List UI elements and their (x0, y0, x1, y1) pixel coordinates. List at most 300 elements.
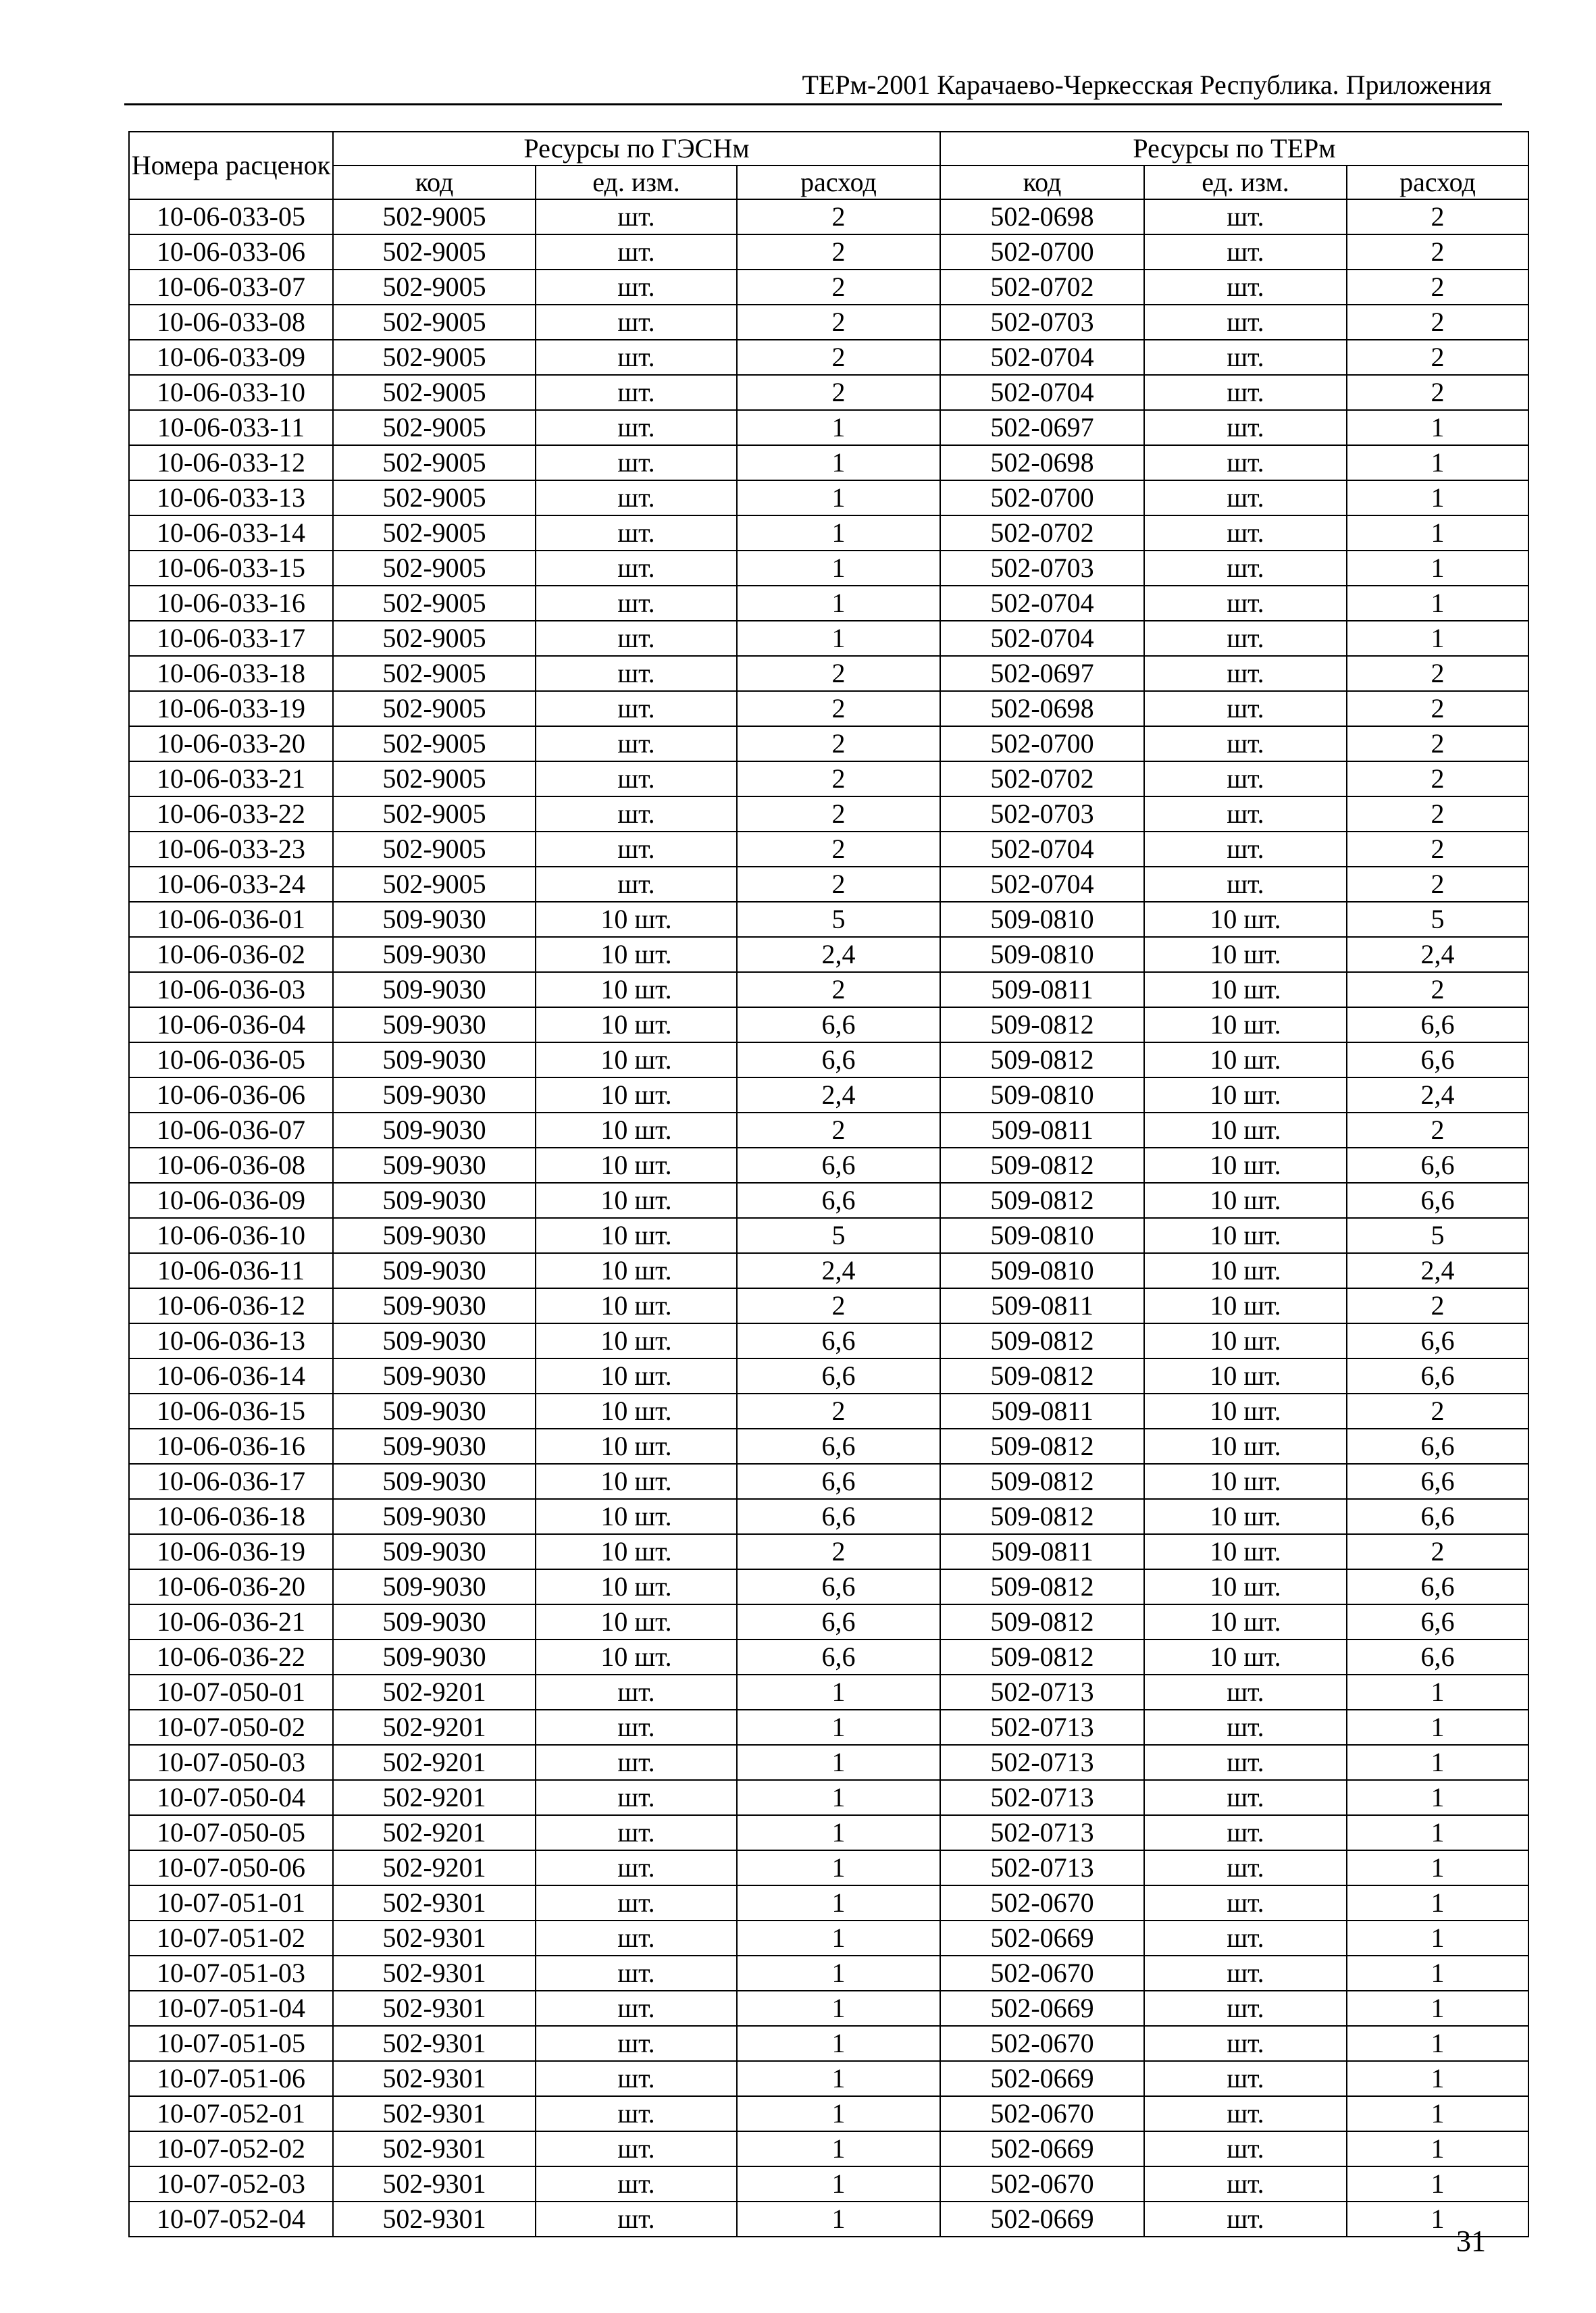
rate-number-cell: 10-06-036-18 (129, 1499, 333, 1534)
table-row (129, 2166, 1528, 2202)
rate-number-cell: 10-06-033-12 (129, 445, 333, 480)
term-qty-cell: 6,6 (1347, 1358, 1528, 1394)
term-unit-cell: шт. (1144, 2131, 1347, 2166)
term-qty-cell: 1 (1347, 1956, 1528, 1991)
term-code-cell: 502-0713 (940, 1815, 1144, 1850)
gesnm-unit-cell: шт. (536, 1885, 737, 1921)
gesnm-code-cell: 502-9301 (333, 2202, 536, 2237)
table-row (129, 1183, 1528, 1218)
term-unit-cell: 10 шт. (1144, 1534, 1347, 1569)
gesnm-unit-cell: шт. (536, 726, 737, 761)
term-code-cell: 502-0703 (940, 305, 1144, 340)
gesnm-code-cell: 509-9030 (333, 1253, 536, 1288)
gesnm-qty-cell: 2 (737, 305, 940, 340)
term-code-cell: 509-0812 (940, 1007, 1144, 1042)
term-unit-cell: 10 шт. (1144, 1077, 1347, 1113)
gesnm-unit-cell: 10 шт. (536, 1148, 737, 1183)
gesnm-code-cell: 502-9005 (333, 586, 536, 621)
table-row (129, 480, 1528, 515)
term-qty-cell: 1 (1347, 1991, 1528, 2026)
gesnm-unit-cell: 10 шт. (536, 1569, 737, 1604)
term-code-cell: 502-0669 (940, 2202, 1144, 2237)
gesnm-code-cell: 502-9005 (333, 551, 536, 586)
rate-number-cell: 10-06-036-13 (129, 1323, 333, 1358)
term-unit-cell: 10 шт. (1144, 1323, 1347, 1358)
subheader-gesnm-code: код (333, 166, 536, 199)
gesnm-qty-cell: 1 (737, 2202, 940, 2237)
page-number: 31 (1456, 2225, 1486, 2258)
table-row (129, 2026, 1528, 2061)
gesnm-qty-cell: 2 (737, 1534, 940, 1569)
rate-number-cell: 10-06-033-05 (129, 199, 333, 234)
gesnm-unit-cell: шт. (536, 1710, 737, 1745)
term-unit-cell: шт. (1144, 1885, 1347, 1921)
gesnm-code-cell: 502-9005 (333, 480, 536, 515)
term-qty-cell: 6,6 (1347, 1569, 1528, 1604)
gesnm-code-cell: 509-9030 (333, 1394, 536, 1429)
term-qty-cell: 6,6 (1347, 1183, 1528, 1218)
gesnm-unit-cell: шт. (536, 234, 737, 270)
gesnm-code-cell: 502-9005 (333, 199, 536, 234)
term-unit-cell: 10 шт. (1144, 1499, 1347, 1534)
gesnm-unit-cell: 10 шт. (536, 1604, 737, 1640)
gesnm-qty-cell: 1 (737, 410, 940, 445)
term-unit-cell: шт. (1144, 761, 1347, 796)
term-code-cell: 502-0700 (940, 726, 1144, 761)
gesnm-qty-cell: 1 (737, 445, 940, 480)
term-code-cell: 502-0702 (940, 270, 1144, 305)
table-row (129, 1640, 1528, 1675)
table-row (129, 1534, 1528, 1569)
gesnm-code-cell: 509-9030 (333, 1113, 536, 1148)
gesnm-qty-cell: 1 (737, 1780, 940, 1815)
gesnm-code-cell: 509-9030 (333, 1569, 536, 1604)
table-row (129, 1780, 1528, 1815)
term-code-cell: 509-0811 (940, 1534, 1144, 1569)
gesnm-qty-cell: 2 (737, 270, 940, 305)
table-row (129, 937, 1528, 972)
gesnm-qty-cell: 1 (737, 1710, 940, 1745)
term-qty-cell: 2 (1347, 1113, 1528, 1148)
rate-number-cell: 10-06-036-05 (129, 1042, 333, 1077)
gesnm-qty-cell: 1 (737, 1956, 940, 1991)
gesnm-unit-cell: шт. (536, 1850, 737, 1885)
gesnm-code-cell: 502-9201 (333, 1745, 536, 1780)
term-code-cell: 502-0704 (940, 340, 1144, 375)
gesnm-qty-cell: 2 (737, 199, 940, 234)
term-unit-cell: 10 шт. (1144, 1394, 1347, 1429)
table-row (129, 832, 1528, 867)
gesnm-unit-cell: 10 шт. (536, 1499, 737, 1534)
gesnm-qty-cell: 2 (737, 1394, 940, 1429)
term-code-cell: 502-0698 (940, 691, 1144, 726)
term-code-cell: 502-0703 (940, 796, 1144, 832)
table-row (129, 1288, 1528, 1323)
term-qty-cell: 2,4 (1347, 1077, 1528, 1113)
gesnm-unit-cell: 10 шт. (536, 1358, 737, 1394)
header-rate-numbers (129, 132, 333, 199)
gesnm-qty-cell: 6,6 (737, 1042, 940, 1077)
gesnm-unit-cell: шт. (536, 410, 737, 445)
gesnm-unit-cell: шт. (536, 1780, 737, 1815)
term-code-cell: 509-0812 (940, 1148, 1144, 1183)
table-row (129, 551, 1528, 586)
term-qty-cell: 6,6 (1347, 1499, 1528, 1534)
gesnm-unit-cell: шт. (536, 621, 737, 656)
gesnm-code-cell: 502-9201 (333, 1675, 536, 1710)
gesnm-code-cell: 502-9005 (333, 656, 536, 691)
gesnm-qty-cell: 2,4 (737, 1253, 940, 1288)
rate-number-cell: 10-06-036-08 (129, 1148, 333, 1183)
subheader-term-unit: ед. изм. (1144, 166, 1347, 199)
term-code-cell: 502-0670 (940, 1885, 1144, 1921)
gesnm-qty-cell: 6,6 (737, 1499, 940, 1534)
gesnm-unit-cell: 10 шт. (536, 1429, 737, 1464)
gesnm-code-cell: 502-9301 (333, 1991, 536, 2026)
term-unit-cell: шт. (1144, 480, 1347, 515)
subheader-gesnm-unit: ед. изм. (536, 166, 737, 199)
gesnm-unit-cell: 10 шт. (536, 1007, 737, 1042)
term-code-cell: 509-0812 (940, 1499, 1144, 1534)
gesnm-unit-cell: шт. (536, 656, 737, 691)
term-qty-cell: 1 (1347, 1710, 1528, 1745)
term-unit-cell: шт. (1144, 2026, 1347, 2061)
term-code-cell: 502-0670 (940, 2026, 1144, 2061)
table-row (129, 1007, 1528, 1042)
rate-number-cell: 10-06-033-08 (129, 305, 333, 340)
term-code-cell: 509-0812 (940, 1464, 1144, 1499)
term-qty-cell: 2 (1347, 691, 1528, 726)
term-unit-cell: шт. (1144, 375, 1347, 410)
term-qty-cell: 5 (1347, 1218, 1528, 1253)
gesnm-unit-cell: шт. (536, 2026, 737, 2061)
gesnm-qty-cell: 1 (737, 1675, 940, 1710)
rate-number-cell: 10-06-036-06 (129, 1077, 333, 1113)
term-unit-cell: шт. (1144, 1921, 1347, 1956)
term-code-cell: 502-0703 (940, 551, 1144, 586)
gesnm-unit-cell: шт. (536, 270, 737, 305)
table-row (129, 340, 1528, 375)
gesnm-qty-cell: 6,6 (737, 1183, 940, 1218)
gesnm-qty-cell: 1 (737, 1745, 940, 1780)
table-row (129, 691, 1528, 726)
rate-number-cell: 10-06-033-17 (129, 621, 333, 656)
term-unit-cell: шт. (1144, 340, 1347, 375)
gesnm-code-cell: 502-9301 (333, 1956, 536, 1991)
gesnm-code-cell: 502-9301 (333, 1921, 536, 1956)
term-qty-cell: 2 (1347, 340, 1528, 375)
gesnm-code-cell: 509-9030 (333, 1323, 536, 1358)
gesnm-unit-cell: 10 шт. (536, 1323, 737, 1358)
subheader-term-qty: расход (1347, 166, 1528, 199)
term-qty-cell: 2 (1347, 1288, 1528, 1323)
term-code-cell: 502-0669 (940, 1921, 1144, 1956)
term-qty-cell: 2 (1347, 761, 1528, 796)
term-code-cell: 502-0704 (940, 621, 1144, 656)
rate-number-cell: 10-07-051-05 (129, 2026, 333, 2061)
term-code-cell: 509-0810 (940, 902, 1144, 937)
gesnm-qty-cell: 2,4 (737, 1077, 940, 1113)
gesnm-unit-cell: шт. (536, 796, 737, 832)
gesnm-code-cell: 509-9030 (333, 937, 536, 972)
rate-number-cell: 10-06-033-06 (129, 234, 333, 270)
rate-number-cell: 10-06-036-22 (129, 1640, 333, 1675)
rate-number-cell: 10-06-033-21 (129, 761, 333, 796)
gesnm-qty-cell: 1 (737, 2166, 940, 2202)
table-row (129, 902, 1528, 937)
rate-number-cell: 10-06-036-04 (129, 1007, 333, 1042)
table-row (129, 1991, 1528, 2026)
term-unit-cell: шт. (1144, 1850, 1347, 1885)
gesnm-qty-cell: 1 (737, 2061, 940, 2096)
rate-number-cell: 10-06-036-14 (129, 1358, 333, 1394)
rate-number-cell: 10-06-036-01 (129, 902, 333, 937)
term-qty-cell: 1 (1347, 2166, 1528, 2202)
gesnm-code-cell: 502-9005 (333, 867, 536, 902)
term-code-cell: 509-0811 (940, 1288, 1144, 1323)
gesnm-code-cell: 509-9030 (333, 1358, 536, 1394)
gesnm-unit-cell: шт. (536, 199, 737, 234)
table-row (129, 1815, 1528, 1850)
table-row (129, 1745, 1528, 1780)
term-qty-cell: 2 (1347, 375, 1528, 410)
term-unit-cell: 10 шт. (1144, 1604, 1347, 1640)
gesnm-code-cell: 502-9005 (333, 832, 536, 867)
table-header-row (129, 132, 1528, 166)
rate-number-cell: 10-06-036-02 (129, 937, 333, 972)
table-row (129, 621, 1528, 656)
term-unit-cell: шт. (1144, 656, 1347, 691)
term-qty-cell: 2 (1347, 656, 1528, 691)
gesnm-unit-cell: 10 шт. (536, 1042, 737, 1077)
table-row (129, 972, 1528, 1007)
term-code-cell: 502-0704 (940, 867, 1144, 902)
term-code-cell: 509-0810 (940, 1077, 1144, 1113)
gesnm-qty-cell: 6,6 (737, 1429, 940, 1464)
gesnm-unit-cell: 10 шт. (536, 1183, 737, 1218)
term-qty-cell: 2 (1347, 270, 1528, 305)
term-unit-cell: шт. (1144, 621, 1347, 656)
rate-number-cell: 10-07-051-04 (129, 1991, 333, 2026)
gesnm-code-cell: 502-9005 (333, 621, 536, 656)
table-row (129, 1885, 1528, 1921)
term-unit-cell: шт. (1144, 234, 1347, 270)
gesnm-unit-cell: шт. (536, 340, 737, 375)
term-qty-cell: 2 (1347, 199, 1528, 234)
term-code-cell: 509-0810 (940, 937, 1144, 972)
term-qty-cell: 6,6 (1347, 1323, 1528, 1358)
table-row (129, 2061, 1528, 2096)
term-qty-cell: 1 (1347, 586, 1528, 621)
term-unit-cell: 10 шт. (1144, 1183, 1347, 1218)
gesnm-code-cell: 509-9030 (333, 1148, 536, 1183)
term-code-cell: 502-0702 (940, 761, 1144, 796)
term-qty-cell: 2 (1347, 796, 1528, 832)
gesnm-qty-cell: 2,4 (737, 937, 940, 972)
gesnm-unit-cell: шт. (536, 832, 737, 867)
term-code-cell: 502-0669 (940, 2061, 1144, 2096)
gesnm-code-cell: 502-9005 (333, 515, 536, 551)
gesnm-unit-cell: 10 шт. (536, 902, 737, 937)
rate-number-cell: 10-06-033-16 (129, 586, 333, 621)
rate-number-cell: 10-06-036-20 (129, 1569, 333, 1604)
term-code-cell: 502-0670 (940, 2096, 1144, 2131)
table-row (129, 1850, 1528, 1885)
rate-number-cell: 10-06-033-07 (129, 270, 333, 305)
term-qty-cell: 1 (1347, 2131, 1528, 2166)
table-row (129, 1148, 1528, 1183)
term-unit-cell: 10 шт. (1144, 1358, 1347, 1394)
gesnm-code-cell: 502-9301 (333, 2026, 536, 2061)
term-qty-cell: 2 (1347, 972, 1528, 1007)
gesnm-unit-cell: шт. (536, 445, 737, 480)
term-qty-cell: 2 (1347, 1394, 1528, 1429)
term-qty-cell: 6,6 (1347, 1604, 1528, 1640)
term-unit-cell: шт. (1144, 832, 1347, 867)
term-code-cell: 509-0811 (940, 1394, 1144, 1429)
term-qty-cell: 6,6 (1347, 1640, 1528, 1675)
gesnm-code-cell: 502-9201 (333, 1850, 536, 1885)
gesnm-unit-cell: шт. (536, 551, 737, 586)
term-code-cell: 509-0812 (940, 1042, 1144, 1077)
table-row (129, 1323, 1528, 1358)
term-code-cell: 502-0713 (940, 1710, 1144, 1745)
rate-number-cell: 10-07-052-03 (129, 2166, 333, 2202)
term-code-cell: 502-0700 (940, 480, 1144, 515)
rate-number-cell: 10-07-052-02 (129, 2131, 333, 2166)
gesnm-code-cell: 509-9030 (333, 1042, 536, 1077)
gesnm-code-cell: 509-9030 (333, 1499, 536, 1534)
gesnm-code-cell: 509-9030 (333, 1183, 536, 1218)
rate-number-cell: 10-06-036-17 (129, 1464, 333, 1499)
gesnm-qty-cell: 2 (737, 656, 940, 691)
term-qty-cell: 1 (1347, 2061, 1528, 2096)
gesnm-unit-cell: шт. (536, 515, 737, 551)
rate-number-cell: 10-06-036-19 (129, 1534, 333, 1569)
term-code-cell: 509-0812 (940, 1569, 1144, 1604)
table-row (129, 1253, 1528, 1288)
term-unit-cell: 10 шт. (1144, 1288, 1347, 1323)
gesnm-unit-cell: шт. (536, 2202, 737, 2237)
term-code-cell: 502-0698 (940, 445, 1144, 480)
header-term-resources: Ресурсы по ТЕРм (940, 132, 1528, 166)
gesnm-qty-cell: 1 (737, 2131, 940, 2166)
gesnm-qty-cell: 1 (737, 1991, 940, 2026)
gesnm-unit-cell: шт. (536, 867, 737, 902)
resources-table (128, 131, 1529, 2237)
term-code-cell: 502-0697 (940, 410, 1144, 445)
rate-number-cell: 10-06-033-18 (129, 656, 333, 691)
table-row (129, 1675, 1528, 1710)
rate-number-cell: 10-06-036-16 (129, 1429, 333, 1464)
rate-number-cell: 10-06-036-07 (129, 1113, 333, 1148)
rate-number-cell: 10-07-050-05 (129, 1815, 333, 1850)
rate-number-cell: 10-07-051-02 (129, 1921, 333, 1956)
rate-number-cell: 10-06-033-14 (129, 515, 333, 551)
rate-number-cell: 10-06-033-15 (129, 551, 333, 586)
rate-number-cell: 10-06-033-13 (129, 480, 333, 515)
rate-number-cell: 10-07-050-02 (129, 1710, 333, 1745)
term-code-cell: 509-0810 (940, 1253, 1144, 1288)
gesnm-qty-cell: 1 (737, 515, 940, 551)
gesnm-qty-cell: 2 (737, 832, 940, 867)
gesnm-qty-cell: 1 (737, 1850, 940, 1885)
rate-number-cell: 10-06-033-11 (129, 410, 333, 445)
term-unit-cell: шт. (1144, 410, 1347, 445)
gesnm-unit-cell: 10 шт. (536, 1288, 737, 1323)
term-code-cell: 509-0812 (940, 1323, 1144, 1358)
gesnm-code-cell: 502-9301 (333, 2166, 536, 2202)
gesnm-code-cell: 509-9030 (333, 1534, 536, 1569)
term-unit-cell: шт. (1144, 2202, 1347, 2237)
table-row (129, 1499, 1528, 1534)
gesnm-code-cell: 509-9030 (333, 1429, 536, 1464)
gesnm-unit-cell: шт. (536, 2096, 737, 2131)
term-code-cell: 502-0713 (940, 1745, 1144, 1780)
term-qty-cell: 2 (1347, 726, 1528, 761)
table-row (129, 1710, 1528, 1745)
gesnm-unit-cell: шт. (536, 1815, 737, 1850)
gesnm-qty-cell: 2 (737, 1113, 940, 1148)
term-qty-cell: 2 (1347, 867, 1528, 902)
table-row (129, 445, 1528, 480)
gesnm-code-cell: 509-9030 (333, 1007, 536, 1042)
gesnm-qty-cell: 2 (737, 234, 940, 270)
gesnm-qty-cell: 5 (737, 902, 940, 937)
rate-number-cell: 10-07-052-01 (129, 2096, 333, 2131)
term-unit-cell: шт. (1144, 199, 1347, 234)
term-qty-cell: 5 (1347, 902, 1528, 937)
term-unit-cell: 10 шт. (1144, 1569, 1347, 1604)
gesnm-unit-cell: 10 шт. (536, 1394, 737, 1429)
term-unit-cell: шт. (1144, 445, 1347, 480)
gesnm-code-cell: 502-9005 (333, 726, 536, 761)
term-unit-cell: 10 шт. (1144, 1218, 1347, 1253)
term-qty-cell: 1 (1347, 515, 1528, 551)
table-row (129, 270, 1528, 305)
document-title: ТЕРм-2001 Карачаево-Черкесская Республика. Приложения (802, 70, 1491, 100)
term-unit-cell: шт. (1144, 691, 1347, 726)
term-unit-cell: 10 шт. (1144, 1042, 1347, 1077)
rate-number-cell: 10-06-033-24 (129, 867, 333, 902)
rate-number-cell: 10-06-033-19 (129, 691, 333, 726)
gesnm-code-cell: 502-9005 (333, 375, 536, 410)
gesnm-code-cell: 509-9030 (333, 902, 536, 937)
subheader-gesnm-qty: расход (737, 166, 940, 199)
term-code-cell: 509-0812 (940, 1429, 1144, 1464)
gesnm-code-cell: 502-9301 (333, 2061, 536, 2096)
table-row (129, 1569, 1528, 1604)
term-unit-cell: шт. (1144, 726, 1347, 761)
rate-number-cell: 10-06-033-10 (129, 375, 333, 410)
gesnm-code-cell: 502-9201 (333, 1815, 536, 1850)
term-code-cell: 502-0713 (940, 1850, 1144, 1885)
table-row (129, 1921, 1528, 1956)
term-qty-cell: 6,6 (1347, 1429, 1528, 1464)
term-qty-cell: 2 (1347, 832, 1528, 867)
gesnm-qty-cell: 1 (737, 2096, 940, 2131)
term-unit-cell: шт. (1144, 1815, 1347, 1850)
gesnm-qty-cell: 2 (737, 1288, 940, 1323)
table-row (129, 1464, 1528, 1499)
term-code-cell: 502-0713 (940, 1780, 1144, 1815)
subheader-term-code: код (940, 166, 1144, 199)
term-unit-cell: шт. (1144, 515, 1347, 551)
table-subheader-row (129, 166, 1528, 199)
gesnm-code-cell: 509-9030 (333, 972, 536, 1007)
gesnm-qty-cell: 2 (737, 796, 940, 832)
term-qty-cell: 1 (1347, 2026, 1528, 2061)
